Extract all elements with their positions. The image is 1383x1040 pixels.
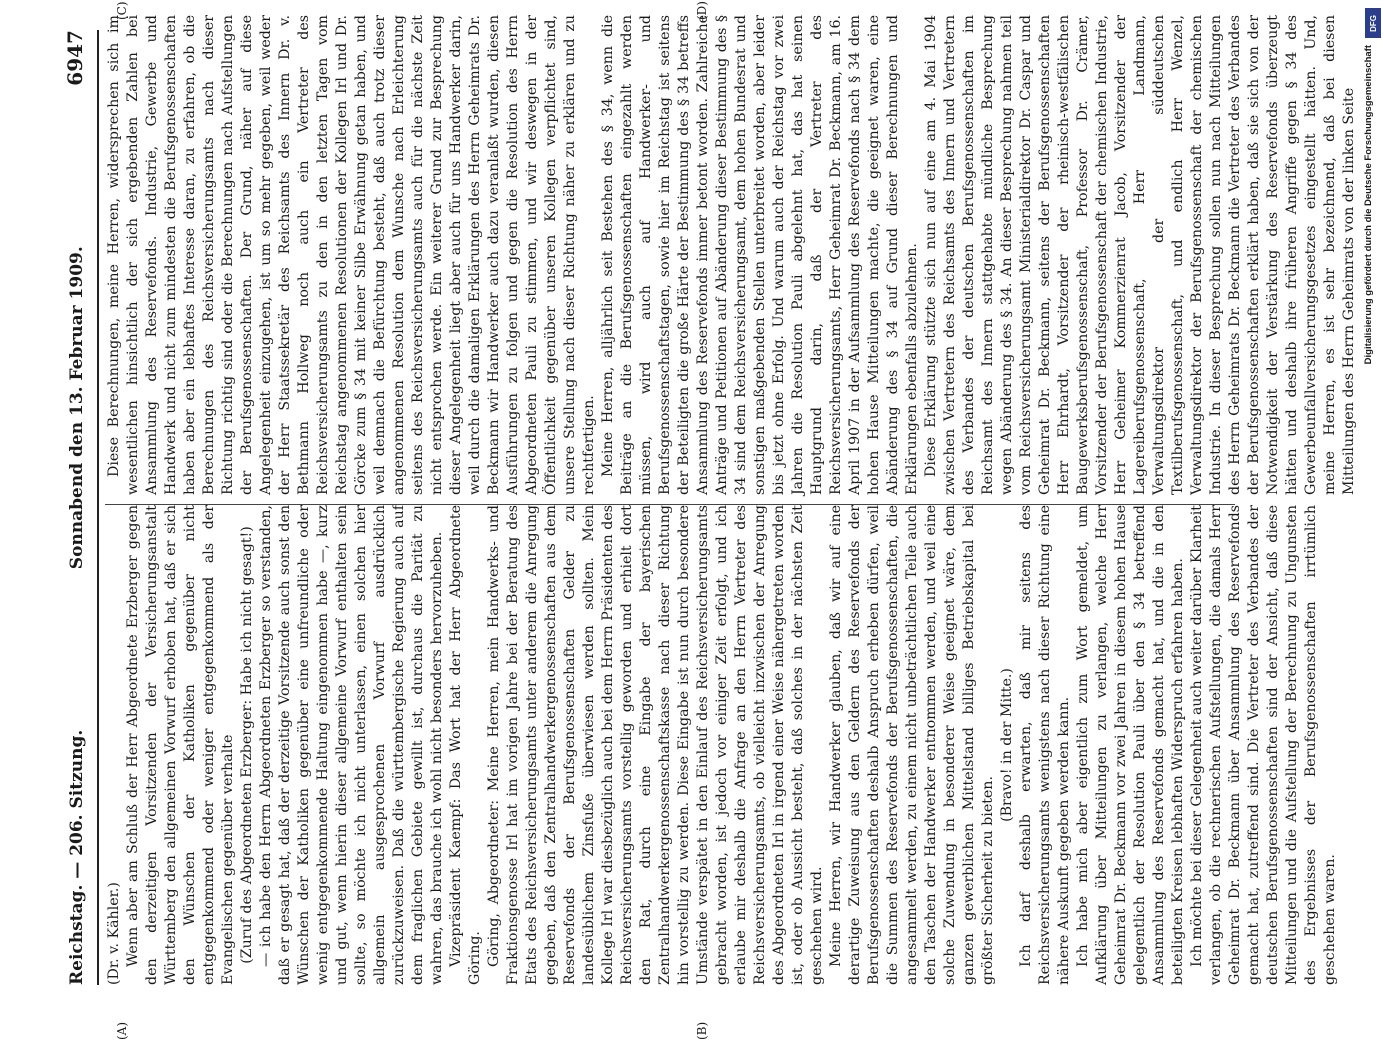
paragraph: Ich möchte bei dieser Gelegenheit auch weiter darüber Klarheit verlangen, ob die rechnerischen Aufstellungen, die damals Herr Geheimrat Dr. Beckmann über Ansammlung des Reservefonds gemacht hat, zutreffend sind. Die Vertreter des Verbandes der deutschen Berufsgenossenschaften sind der Ansicht, daß diese Mitteilungen und die Aufstellung der Berechnung zu Ungunsten des Ergebnisses der Berufsgenossenschaften irrtümlich geschehen waren.	[1189, 505, 1338, 985]
paragraph: Meine Herren, alljährlich seit Bestehen des § 34, wenn die Beiträge an die Berufsgenossenschaften eingezahlt werden müssen, wird auch auf Handwerker- und Berufsgenossenschaftstagen, sowie hier im Reichstag ist seitens der Beteiligten die große Härte der Bestimmung des § 34 betreffs Ansammlung des Reservefonds immer betont worden. Zahlreiche Anträge und Petitionen auf Abänderung dieser Bestimmung des § 34 sind dem Reichsversicherungsamt, dem hohen Bundesrat und sonstigen maßgebenden Stellen unterbreitet worden, aber leider bis jetzt ohne Erfolg. Und warum auch der Reichstag vor zwei Jahren die Resolution Pauli abgelehnt hat, das hat seinen Hauptgrund darin, daß der Vertreter des Reichsversicherungsamts, Herr Geheimrat Dr. Beckmann, am 16. April 1907 in der Aufsammlung des Reservefonds nach § 34 dem hohen Hause Mitteilungen machte, die geeignet waren, eine Abänderung des § 34 auf Grund dieser Berechnungen und Erklärungen ebenfalls abzulehnen.	[600, 15, 920, 495]
rotated-document-page	[55, 0, 1357, 1040]
margin-mark-b: (B)	[695, 1021, 709, 1040]
dfg-logo	[1365, 8, 1381, 38]
right-text-column	[105, 15, 1359, 495]
paragraph: Meine Herren, wir Handwerker glauben, daß wir auf eine derartige Zuweisung aus den Geldern des Reservefonds der Berufsgenossenschaften deshalb Anspruch erheben dürfen, weil die Summen des Reservefonds der Berufsgenossenschaften, die angesammelt werden, zu einem nicht unbeträchtlichen Teile auch den Taschen der Handwerker entnommen werden, und weil eine solche Zuwendung in besonderer Weise geeignet wäre, dem ganzen gewerblichen Mittelstand billiges Betriebskapital bei größter Sicherheit zu bieten.	[828, 505, 996, 985]
left-text-column	[105, 505, 1340, 985]
speaker-tag: (Dr. v. Kähler.)	[106, 882, 122, 985]
column-separator	[105, 504, 1235, 505]
dfg-logo-text: DFG	[1368, 14, 1378, 32]
margin-mark-d: (D)	[695, 1, 709, 20]
header-left: Reichstag. — 206. Sitzung.	[67, 729, 87, 985]
margin-mark-c: (C)	[115, 1, 129, 20]
paragraph: Ich habe mich aber eigentlich zum Wort gemeldet, um Aufklärung über Mitteilungen zu verlangen, welche Herr Geheimrat Dr. Beckmann vor zwei Jahren in diesem hohen Hause gelegentlich der Resolution Pauli über den § 34 betreffend Ansammlung des Reservefonds gemacht hat, und die in den beteiligten Kreisen lebhaften Widerspruch erfahren haben.	[1075, 505, 1186, 985]
paragraph: Wenn aber am Schluß der Herr Abgeordnete Erzberger gegen den derzeitigen Vorsitzenden der Versicherungsanstalt Württemberg den allgemeinen Vorwurf erhoben hat, daß er sich den Wünschen der Katholiken gegenüber nicht entgegenkommend oder weniger entgegenkommend als der Evangelischen gegenüber verhalte	[125, 505, 236, 985]
page-header	[63, 30, 93, 985]
paragraph: — ich habe den Herrn Abgeordneten Erzberger so verstanden, daß er gesagt hat, daß der derzeitige Vorsitzende auch sonst den Wünschen der Katholiken gegenüber eine unfreundliche oder wenig entgegenkommende Haltung eingenommen habe —, kurz und gut, wenn hierin dieser allgemeine Vorwurf enthalten sein sollte, so möchte ich nicht unterlassen, einen solchen hier allgemein ausgesprochenen Vorwurf ausdrücklich zurückzuweisen. Daß die württembergische Regierung auch auf dem fraglichen Gebiete gewillt ist, durchaus die Parität zu wahren, das brauche ich wohl nicht besonders hervorzuheben.	[258, 505, 445, 985]
speaker-paragraph: Göring, Abgeordneter: Meine Herren, mein Handwerks- und Fraktionsgenosse Irl hat im vorigen Jahre bei der Beratung des Etats des Reichsversicherungsamts unter anderem die Anregung gegeben, daß den Zentralhandwerkergenossenschaften aus dem Reservefonds der Berufsgenossenschaften Gelder zu landesüblichem Zinsfuße überwiesen werden sollten. Mein Kollege Irl war diesbezüglich auch bei dem Herrn Präsidenten des Reichsversicherungsamts vorstellig geworden und erhielt dort den Rat, durch eine Eingabe der bayerischen Zentralhandwerkergenossenschaftskasse nach dieser Richtung hin vorstellig zu werden. Diese Eingabe ist nun durch besondere Umstände verspätet in den Einlauf des Reichsversicherungsamts gebracht worden, ist jedoch vor einiger Zeit erfolgt, und ich erlaube mir deshalb die Anfrage an den Herrn Vertreter des Reichsversicherungsamts, ob vielleicht inzwischen der Anregung des Abgeordneten Irl in irgend einer Weise nähergetreten worden ist, oder ob Aussicht besteht, daß solches in der nächsten Zeit geschehen wird.	[486, 505, 825, 985]
paragraph: Diese Erklärung stützte sich nun auf eine am 4. Mai 1904 zwischen Vertretern des Reichsamts des Innern und Vertretern des Verbandes der deutschen Berufsgenossenschaften im Reichsamt des Innern stattgehabte mündliche Besprechung wegen Abänderung des § 34. An dieser Besprechung nahmen teil vom Reichsversicherungsamt Ministerialdirektor Dr. Caspar und Geheimrat Dr. Beckmann, seitens der Berufsgenossenschaften Herr Ehrhardt, Vorsitzender der rheinisch-westfälischen Baugewerksberufsgenossenschaft, Professor Dr. Crämer, Vorsitzender der Berufsgenossenschaft der chemischen Industrie, Herr Geheimer Kommerzienrat Jacob, Vorsitzender der Lagereiberufsgenossenschaft, Herr Landmann, Verwaltungsdirektor der süddeutschen Textilberufsgenossenschaft, und endlich Herr Wenzel, Verwaltungsdirektor der Berufsgenossenschaft der chemischen Industrie. In dieser Besprechung sollen nun nach Mitteilungen des Herrn Geheimrats Dr. Beckmann die Vertreter des Verbandes der Berufsgenossenschaften erklärt haben, daß sie sich von der Notwendigkeit der Verstärkung des Reservefonds überzeugt hätten und deshalb ihre früheren Angriffe gegen § 34 des Gewerbeunfallversicherungsgesetzes eingestellt hätten. Und, meine Herren, es ist sehr bezeichnend, daß bei diesen Mitteilungen des Herrn Geheimrats von der linken Seite	[923, 15, 1357, 495]
page-number: 6947	[63, 30, 87, 86]
paragraph: Ich darf deshalb erwarten, daß mir seitens des Reichsversicherungsamts wenigstens nach dieser Richtung eine nähere Auskunft gegeben werden kann.	[1018, 505, 1072, 985]
paragraph: Diese Berechnungen, meine Herren, widersprechen sich im wesentlichen hinsichtlich der sich ergebenden Zahlen bei Ansammlung des Reservefonds. Industrie, Gewerbe und Handwerk und nicht zum mindesten die Berufsgenossenschaften haben aber ein lebhaftes Interesse daran, zu erfahren, ob die Berechnungen des Reichsversicherungsamts nach dieser Richtung richtig sind oder die Berechnungen nach Aufstellungen der Berufsgenossenschaften. Der Grund, näher auf diese Angelegenheit einzugehen, ist um so mehr gegeben, weil weder der Herr Staatssekretär des Reichsamts des Innern Dr. v. Bethmann Hollweg noch auch ein Vertreter des Reichsversicherungsamts zu den in den letzten Tagen vom Reichstag angenommenen Resolutionen der Kollegen Irl und Dr. Görcke zum § 34 mit keiner Silbe Erwähnung getan haben, und weil demnach die Befürchtung besteht, daß auch trotz dieser angenommenen Resolution dem Wunsche nach Erleichterung seitens des Reichsversicherungsamts auch für die nächste Zeit nicht entsprochen werde. Ein weiterer Grund zur Besprechung dieser Angelegenheit liegt aber auch für uns Handwerker darin, weil durch die damaligen Erklärungen des Herrn Geheimrats Dr. Beckmann wir Handwerker auch dazu veranlaßt wurden, diesen Ausführungen zu folgen und gegen die Resolution des Herrn Abgeordneten Pauli zu stimmen, und wir deswegen in der Öffentlichkeit gegenüber unseren Kollegen verpflichtet sind, unsere Stellung nach dieser Richtung näher zu erklären und zu rechtfertigen.	[106, 15, 597, 495]
side-attribution	[1363, 45, 1379, 1025]
header-center: Sonnabend den 13. Februar 1909.	[67, 246, 87, 570]
side-attribution-text: Digitalisierung gefördert durch die Deutsche Forschungsgemeinschaft	[1363, 45, 1374, 365]
speaker-paragraph: Vizepräsident Kaempf: Das Wort hat der Herr Abgeordnete Göring.	[448, 505, 483, 985]
interjection: (Bravo! in der Mitte.)	[999, 668, 1015, 822]
interjection: (Zuruf des Abgeordneten Erzberger: Habe ich nicht gesagt!)	[239, 526, 255, 964]
margin-mark-a: (A)	[115, 1021, 129, 1040]
header-rule	[97, 30, 99, 985]
